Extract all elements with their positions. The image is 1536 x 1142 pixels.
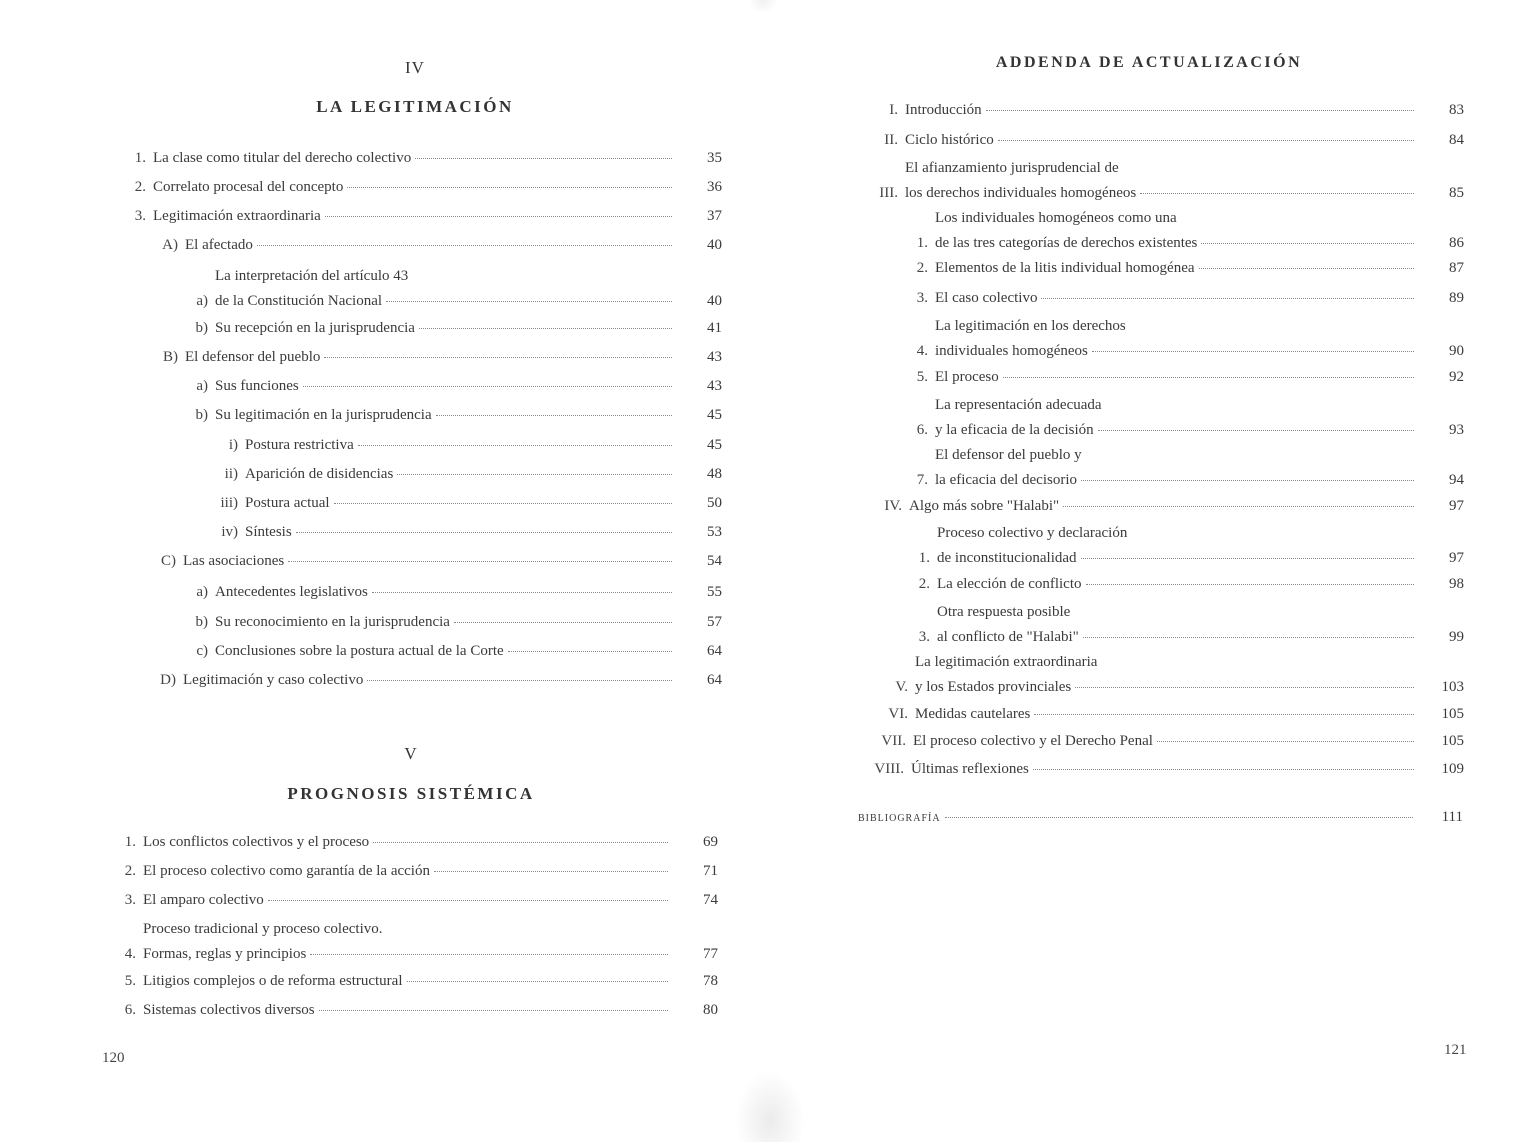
toc-entry [200, 491, 722, 516]
toc-entry [170, 639, 722, 664]
dot-leader [1041, 297, 1414, 299]
entry-title: El proceso colectivo y el Derecho Penal [913, 733, 1153, 749]
toc-entry [170, 580, 722, 605]
entry-page: 87 [1449, 260, 1464, 276]
toc-entry [858, 757, 1464, 782]
entry-number: II. [884, 132, 898, 148]
entry-page: 53 [707, 524, 722, 540]
dot-leader [303, 385, 672, 387]
entry-page: 80 [703, 1002, 718, 1018]
entry-number: V. [895, 679, 908, 695]
chapter-title: LA LEGITIMACIÓN [316, 97, 514, 116]
entry-page: 74 [703, 892, 718, 908]
entry-page: 93 [1449, 422, 1464, 438]
dot-leader [1157, 740, 1414, 742]
entry-title: El afectado [185, 237, 253, 253]
page-number: 121 [1444, 1042, 1467, 1058]
entry-page: 37 [707, 208, 722, 224]
toc-entry [170, 374, 722, 399]
entry-title: La legitimación en los derechos [935, 318, 1126, 334]
dot-leader [1092, 350, 1414, 352]
entry-page: 64 [707, 643, 722, 659]
entry-title: de las tres categorías de derechos existentes [935, 235, 1198, 251]
entry-number: A) [162, 237, 178, 253]
entry-title: La representación adecuada [935, 397, 1102, 413]
entry-title: Últimas reflexiones [911, 761, 1029, 777]
toc-entry [896, 572, 1464, 597]
dot-leader [1033, 768, 1414, 770]
toc-entry [104, 888, 718, 913]
entry-page: 55 [707, 584, 722, 600]
dot-leader [998, 139, 1414, 141]
dot-leader [1086, 583, 1414, 585]
entry-page: 69 [703, 834, 718, 850]
entry-page: 43 [707, 378, 722, 394]
dot-leader [436, 414, 672, 416]
entry-title: Síntesis [245, 524, 292, 540]
entry-title: Introducción [905, 102, 982, 118]
entry-number: 6. [916, 422, 928, 438]
page-number: 120 [102, 1050, 125, 1066]
entry-title: Su recepción en la jurisprudencia [215, 320, 415, 336]
dot-leader [310, 953, 668, 955]
dot-leader [257, 244, 672, 246]
entry-number: VIII. [874, 761, 904, 777]
entry-title: Otra respuesta posible [937, 604, 1071, 620]
dot-leader [508, 650, 672, 652]
entry-number: iii) [220, 495, 238, 511]
entry-number: 2. [134, 179, 146, 195]
entry-page: 36 [707, 179, 722, 195]
entry-number: ii) [224, 466, 238, 482]
dot-leader [986, 109, 1414, 111]
gutter-shadow [735, 1070, 805, 1142]
entry-title: Antecedentes legislativos [215, 584, 368, 600]
entry-number: i) [228, 437, 238, 453]
entry-page: 41 [707, 320, 722, 336]
entry-title: Los individuales homogéneos como una [935, 210, 1177, 226]
toc-entry [894, 256, 1464, 281]
entry-title: y los Estados provinciales [915, 679, 1072, 695]
dot-leader [945, 816, 1413, 818]
entry-title: Elementos de la litis individual homogénea [935, 260, 1195, 276]
toc-entry [104, 859, 718, 884]
toc-entry [138, 668, 722, 693]
entry-number: c) [196, 643, 208, 659]
entry-title: El defensor del pueblo [185, 349, 321, 365]
dot-leader [1199, 267, 1414, 269]
entry-number: 3. [918, 629, 930, 645]
entry-page: 78 [703, 973, 718, 989]
entry-page: 45 [707, 437, 722, 453]
entry-title: Correlato procesal del concepto [153, 179, 344, 195]
dot-leader [373, 841, 668, 843]
toc-entry [170, 403, 722, 428]
toc-entry [860, 128, 1464, 153]
entry-title: Las asociaciones [183, 553, 285, 569]
toc-entry [894, 286, 1464, 311]
dot-leader [415, 157, 672, 159]
entry-page: 111 [1441, 809, 1463, 825]
dot-leader [454, 621, 672, 623]
entry-number: b) [195, 407, 208, 423]
entry-number: 4. [916, 343, 928, 359]
entry-page: 103 [1441, 679, 1464, 695]
entry-title: Proceso colectivo y declaración [937, 525, 1128, 541]
entry-number: 3. [124, 892, 136, 908]
entry-number: VI. [888, 706, 908, 722]
dot-leader [296, 531, 672, 533]
toc-entry [138, 549, 722, 574]
entry-number: a) [196, 293, 208, 309]
entry-title: Aparición de disidencias [245, 466, 394, 482]
entry-title: El defensor del pueblo y [935, 447, 1082, 463]
dot-leader [1063, 505, 1414, 507]
entry-page: 89 [1449, 290, 1464, 306]
entry-page: 97 [1449, 498, 1464, 514]
entry-number: I. [889, 102, 898, 118]
entry-number: 7. [916, 472, 928, 488]
entry-title: Sistemas colectivos diversos [143, 1002, 315, 1018]
entry-page: 40 [707, 293, 722, 309]
entry-title: El afianzamiento jurisprudencial de [905, 160, 1119, 176]
entry-number: 1. [916, 235, 928, 251]
dot-leader [1098, 429, 1414, 431]
toc-entry [170, 610, 722, 635]
entry-title: Los conflictos colectivos y el proceso [143, 834, 370, 850]
entry-title: La elección de conflicto [937, 576, 1082, 592]
entry-page: 35 [707, 150, 722, 166]
entry-number: 6. [124, 1002, 136, 1018]
entry-number: VII. [881, 733, 906, 749]
entry-number: iv) [221, 524, 238, 540]
entry-number: 3. [134, 208, 146, 224]
dot-leader [325, 215, 672, 217]
entry-title: Conclusiones sobre la postura actual de la Corte [215, 643, 504, 659]
toc-entry [110, 204, 722, 229]
entry-title: El amparo colectivo [143, 892, 264, 908]
entry-title: Su reconocimiento en la jurisprudencia [215, 614, 450, 630]
entry-number: a) [196, 584, 208, 600]
entry-page: 94 [1449, 472, 1464, 488]
entry-title: El proceso colectivo como garantía de la acción [143, 863, 430, 879]
entry-number: 5. [124, 973, 136, 989]
toc-entry [894, 206, 1464, 256]
entry-page: 57 [707, 614, 722, 630]
entry-page: 105 [1441, 733, 1464, 749]
dot-leader [397, 473, 672, 475]
dot-leader [324, 356, 672, 358]
dot-leader [319, 1009, 668, 1011]
entry-page: 43 [707, 349, 722, 365]
toc-entry [200, 433, 722, 458]
entry-page: 71 [703, 863, 718, 879]
addenda-title: ADDENDA DE ACTUALIZACIÓN [995, 54, 1303, 71]
toc-entry [894, 314, 1464, 364]
dot-leader [288, 560, 672, 562]
entry-page: 90 [1449, 343, 1464, 359]
toc-entry [864, 494, 1464, 519]
entry-title: El caso colectivo [935, 290, 1038, 306]
toc-entry [896, 600, 1464, 650]
entry-title: Postura restrictiva [245, 437, 354, 453]
dot-leader [407, 980, 668, 982]
entry-number: III. [879, 185, 898, 201]
entry-title: Litigios complejos o de reforma estructural [143, 973, 403, 989]
entry-title: al conflicto de "Halabi" [937, 629, 1079, 645]
entry-page: 50 [707, 495, 722, 511]
toc-entry [860, 156, 1464, 206]
toc-entry [140, 345, 722, 370]
entry-title: individuales homogéneos [935, 343, 1088, 359]
dot-leader [1201, 242, 1414, 244]
entry-page: 98 [1449, 576, 1464, 592]
entry-title: y la eficacia de la decisión [935, 422, 1094, 438]
toc-entry [170, 316, 722, 341]
entry-number: C) [161, 553, 176, 569]
dot-leader [386, 300, 672, 302]
dot-leader [1034, 713, 1414, 715]
toc-entry [870, 650, 1464, 700]
toc-entry [140, 233, 722, 258]
entry-page: 64 [707, 672, 722, 688]
dot-leader [1081, 479, 1414, 481]
dot-leader [334, 502, 672, 504]
entry-page: 105 [1441, 706, 1464, 722]
chapter-title: PROGNOSIS SISTÉMICA [287, 784, 535, 803]
entry-title: Medidas cautelares [915, 706, 1031, 722]
entry-title: Postura actual [245, 495, 330, 511]
entry-number: 1. [134, 150, 146, 166]
toc-entry [104, 998, 718, 1023]
toc-entry [104, 830, 718, 855]
entry-title: los derechos individuales homogéneos [905, 185, 1137, 201]
toc-entry [110, 146, 722, 171]
toc-entry [864, 729, 1464, 754]
entry-number: IV. [884, 498, 902, 514]
right-page [768, 0, 1536, 1142]
entry-title: Su legitimación en la jurisprudencia [215, 407, 432, 423]
entry-title: Proceso tradicional y proceso colectivo. [143, 921, 383, 937]
entry-title: Legitimación y caso colectivo [183, 672, 364, 688]
toc-entry [896, 521, 1464, 571]
entry-page: 84 [1449, 132, 1464, 148]
toc-entry [894, 443, 1464, 493]
entry-title: de inconstitucionalidad [937, 550, 1077, 566]
entry-title: Ciclo histórico [905, 132, 994, 148]
toc-entry-bibliografia [858, 805, 1463, 831]
entry-title: Legitimación extraordinaria [153, 208, 321, 224]
entry-number: 1. [124, 834, 136, 850]
dot-leader [347, 186, 672, 188]
entry-title: BIBLIOGRAFÍA [858, 813, 941, 824]
entry-page: 77 [703, 946, 718, 962]
entry-number: D) [160, 672, 176, 688]
entry-page: 54 [707, 553, 722, 569]
toc-entry [200, 520, 722, 545]
entry-page: 40 [707, 237, 722, 253]
dot-leader [1081, 557, 1414, 559]
toc-entry [104, 917, 718, 967]
dot-leader [268, 899, 668, 901]
toc-entry [104, 969, 718, 994]
toc-entry [200, 462, 722, 487]
entry-number: 1. [918, 550, 930, 566]
entry-title: Sus funciones [215, 378, 299, 394]
dot-leader [1003, 376, 1414, 378]
entry-title: Algo más sobre "Halabi" [909, 498, 1060, 514]
entry-title: la eficacia del decisorio [935, 472, 1078, 488]
dot-leader [372, 591, 672, 593]
toc-entry [110, 175, 722, 200]
entry-page: 86 [1449, 235, 1464, 251]
entry-page: 92 [1449, 369, 1464, 385]
entry-number: 4. [124, 946, 136, 962]
toc-entry [894, 393, 1464, 443]
entry-page: 45 [707, 407, 722, 423]
toc-entry [870, 702, 1464, 727]
dot-leader [1083, 636, 1414, 638]
entry-page: 99 [1449, 629, 1464, 645]
chapter-number: V [404, 744, 418, 763]
entry-title: La interpretación del artículo 43 [215, 268, 409, 284]
chapter-number: IV [405, 58, 425, 77]
entry-title: La legitimación extraordinaria [915, 654, 1098, 670]
toc-entry [894, 365, 1464, 390]
entry-number: B) [163, 349, 178, 365]
entry-number: a) [196, 378, 208, 394]
gutter-shadow [748, 0, 778, 14]
entry-title: Formas, reglas y principios [143, 946, 307, 962]
dot-leader [434, 870, 668, 872]
entry-page: 97 [1449, 550, 1464, 566]
dot-leader [367, 679, 672, 681]
dot-leader [1075, 686, 1414, 688]
entry-page: 109 [1441, 761, 1464, 777]
entry-number: b) [195, 614, 208, 630]
entry-number: 5. [916, 369, 928, 385]
entry-page: 48 [707, 466, 722, 482]
entry-page: 83 [1449, 102, 1464, 118]
entry-page: 85 [1449, 185, 1464, 201]
dot-leader [1140, 192, 1414, 194]
entry-number: 2. [918, 576, 930, 592]
entry-title: El proceso [935, 369, 999, 385]
entry-number: 2. [124, 863, 136, 879]
entry-title: La clase como titular del derecho colectivo [153, 150, 412, 166]
toc-entry [170, 264, 722, 314]
entry-number: b) [195, 320, 208, 336]
entry-number: 3. [916, 290, 928, 306]
entry-number: 2. [916, 260, 928, 276]
toc-entry [860, 98, 1464, 123]
entry-title: de la Constitución Nacional [215, 293, 383, 309]
dot-leader [419, 327, 672, 329]
dot-leader [358, 444, 672, 446]
